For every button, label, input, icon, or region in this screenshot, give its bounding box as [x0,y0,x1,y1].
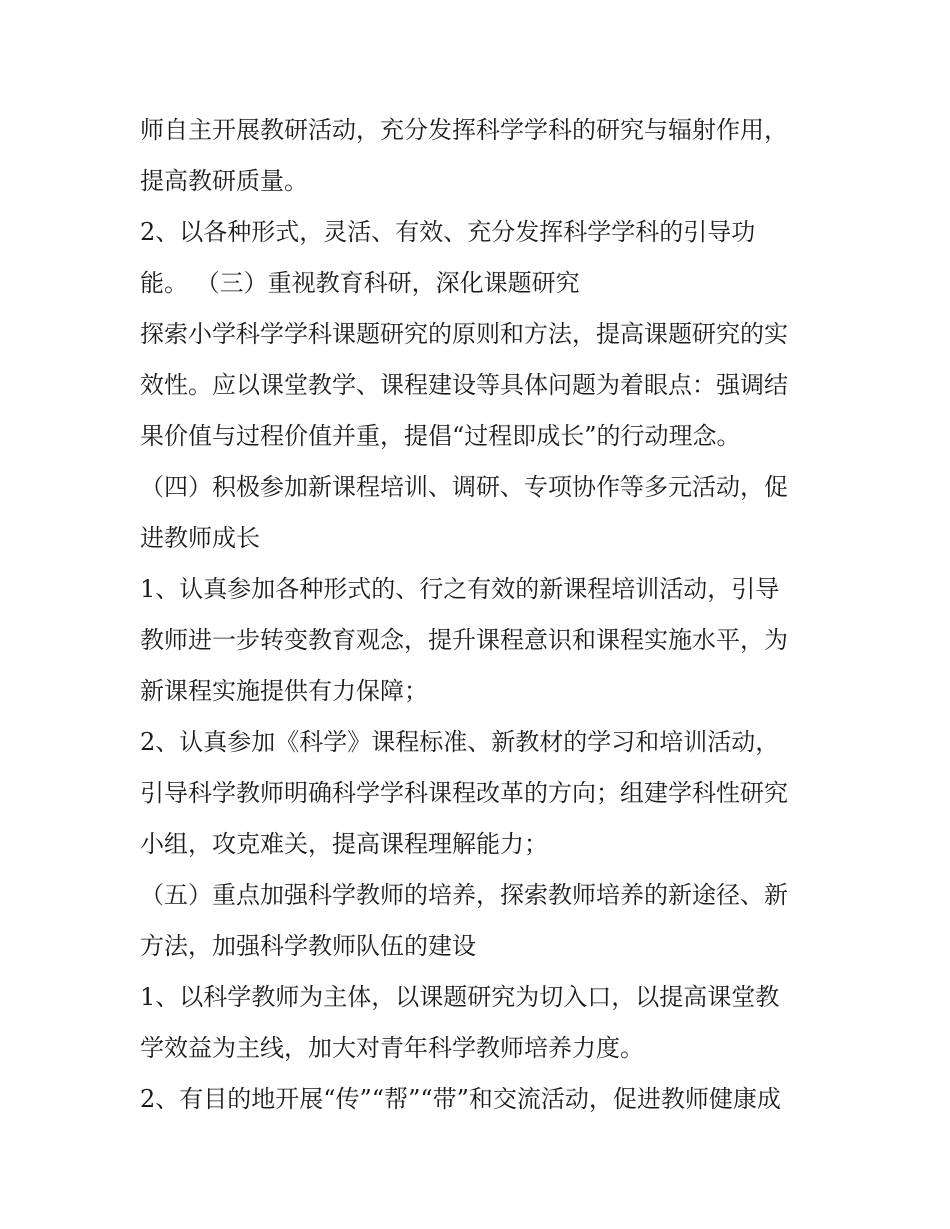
text-line-15: 小组，攻克难关，提高课程理解能力； [140,830,548,858]
text-line-3: 2、以各种形式，灵活、有效、充分发挥科学学科的引导功 [140,218,756,246]
text-line-8: （四）积极参加新课程培训、调研、专项协作等多元活动，促 [140,473,788,501]
text-line-16: （五）重点加强科学教师的培养，探索教师培养的新途径、新 [140,881,788,909]
text-line-13: 2、认真参加《科学》课程标准、新教材的学习和培训活动， [140,728,780,756]
text-line-17: 方法，加强科学教师队伍的建设 [140,932,476,960]
text-line-5: 探索小学科学学科课题研究的原则和方法，提高课题研究的实 [140,320,788,348]
text-line-12: 新课程实施提供有力保障； [140,677,428,705]
text-line-4: 能。 （三）重视教育科研，深化课题研究 [140,269,580,297]
text-line-18: 1、以科学教师为主体，以课题研究为切入口，以提高课堂教 [140,983,780,1011]
text-line-7: 果价值与过程价值并重，提倡“过程即成长”的行动理念。 [140,422,741,450]
text-line-19: 学效益为主线，加大对青年科学教师培养力度。 [140,1034,644,1062]
text-line-1: 师自主开展教研活动，充分发挥科学学科的研究与辐射作用， [140,116,788,144]
text-line-10: 1、认真参加各种形式的、行之有效的新课程培训活动，引导 [140,575,780,603]
text-line-6: 效性。应以课堂教学、课程建设等具体问题为着眼点：强调结 [140,371,788,399]
text-line-14: 引导科学教师明确科学学科课程改革的方向；组建学科性研究 [140,779,788,807]
text-line-9: 进教师成长 [140,524,260,552]
document-body [140,105,820,1125]
text-line-11: 教师进一步转变教育观念，提升课程意识和课程实施水平，为 [140,626,788,654]
text-line-2: 提高教研质量。 [140,167,308,195]
text-line-20: 2、有目的地开展“传”“帮”“带”和交流活动，促进教师健康成 [140,1085,781,1113]
